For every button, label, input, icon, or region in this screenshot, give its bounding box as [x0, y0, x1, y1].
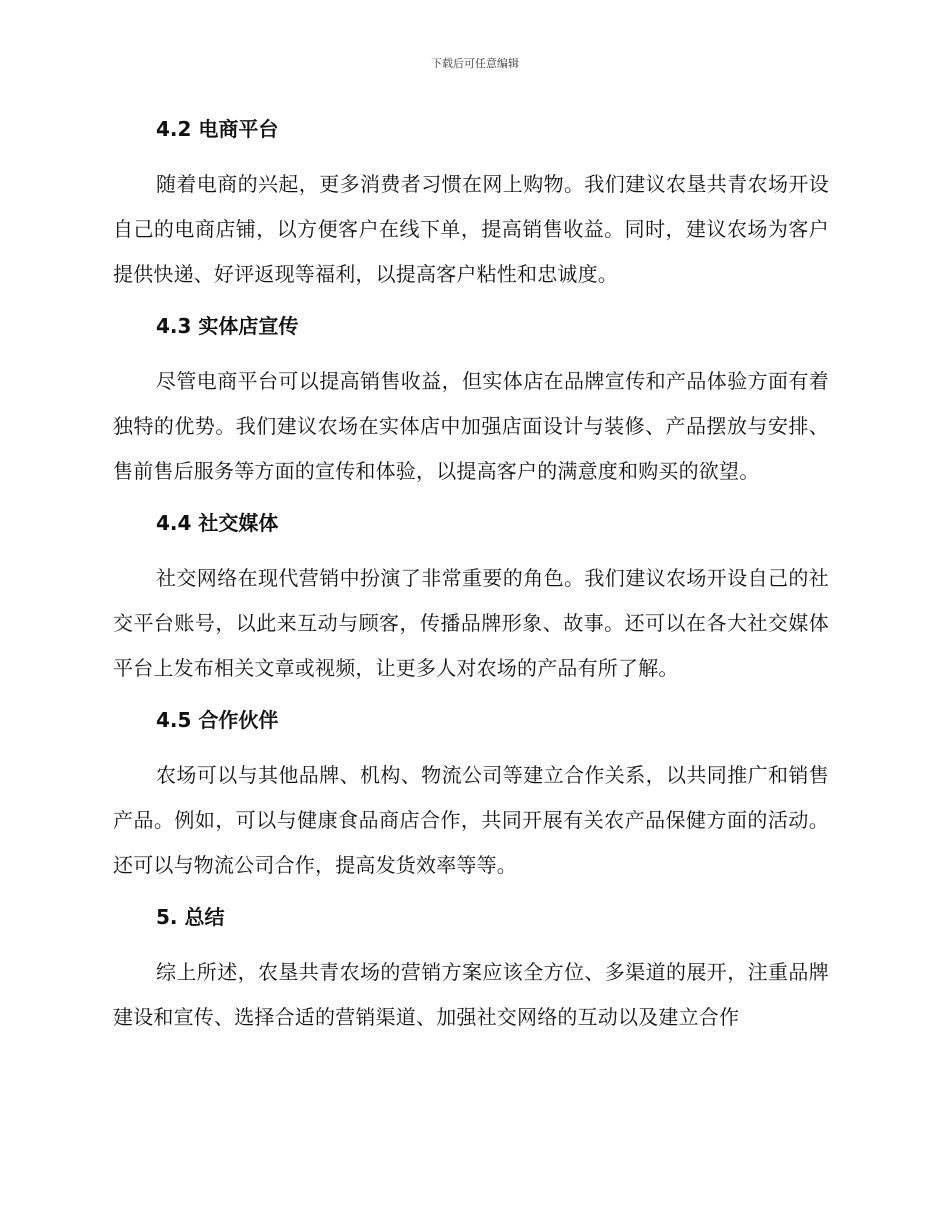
section-heading-4-2: 4.2 电商平台	[156, 117, 279, 141]
section-heading-4-3: 4.3 实体店宣传	[156, 314, 299, 338]
section-paragraph-4-4: 社交网络在现代营销中扮演了非常重要的角色。我们建议农场开设自己的社交平台账号，以此来互动与顾客，传播品牌形象、故事。还可以在各大社交媒体平台上发布相关文章或视频，让更多人对农场的产品有所了解。	[113, 566, 829, 680]
section-paragraph-5: 综上所述，农垦共青农场的营销方案应该全方位、多渠道的展开，注重品牌建设和宣传、选择合适的营销渠道、加强社交网络的互动以及建立合作	[113, 960, 829, 1029]
section-heading-4-4: 4.4 社交媒体	[156, 511, 279, 535]
section-paragraph-4-3: 尽管电商平台可以提高销售收益，但实体店在品牌宣传和产品体验方面有着独特的优势。我们建议农场在实体店中加强店面设计与装修、产品摆放与安排、售前售后服务等方面的宣传和体验，以提高客户的满意度和购买的欲望。	[113, 369, 829, 483]
section-paragraph-4-5: 农场可以与其他品牌、机构、物流公司等建立合作关系，以共同推广和销售产品。例如，可以与健康食品商店合作，共同开展有关农产品保健方面的活动。还可以与物流公司合作，提高发货效率等等。	[113, 763, 829, 877]
document-body	[113, 110, 829, 1040]
section-heading-4-5: 4.5 合作伙伴	[156, 708, 279, 732]
section-paragraph-4-2: 随着电商的兴起，更多消费者习惯在网上购物。我们建议农垦共青农场开设自己的电商店铺，以方便客户在线下单，提高销售收益。同时，建议农场为客户提供快递、好评返现等福利，以提高客户粘性和忠诚度。	[113, 172, 829, 286]
section-heading-5: 5. 总结	[156, 905, 225, 929]
header-note: 下载后可任意编辑	[431, 57, 519, 70]
